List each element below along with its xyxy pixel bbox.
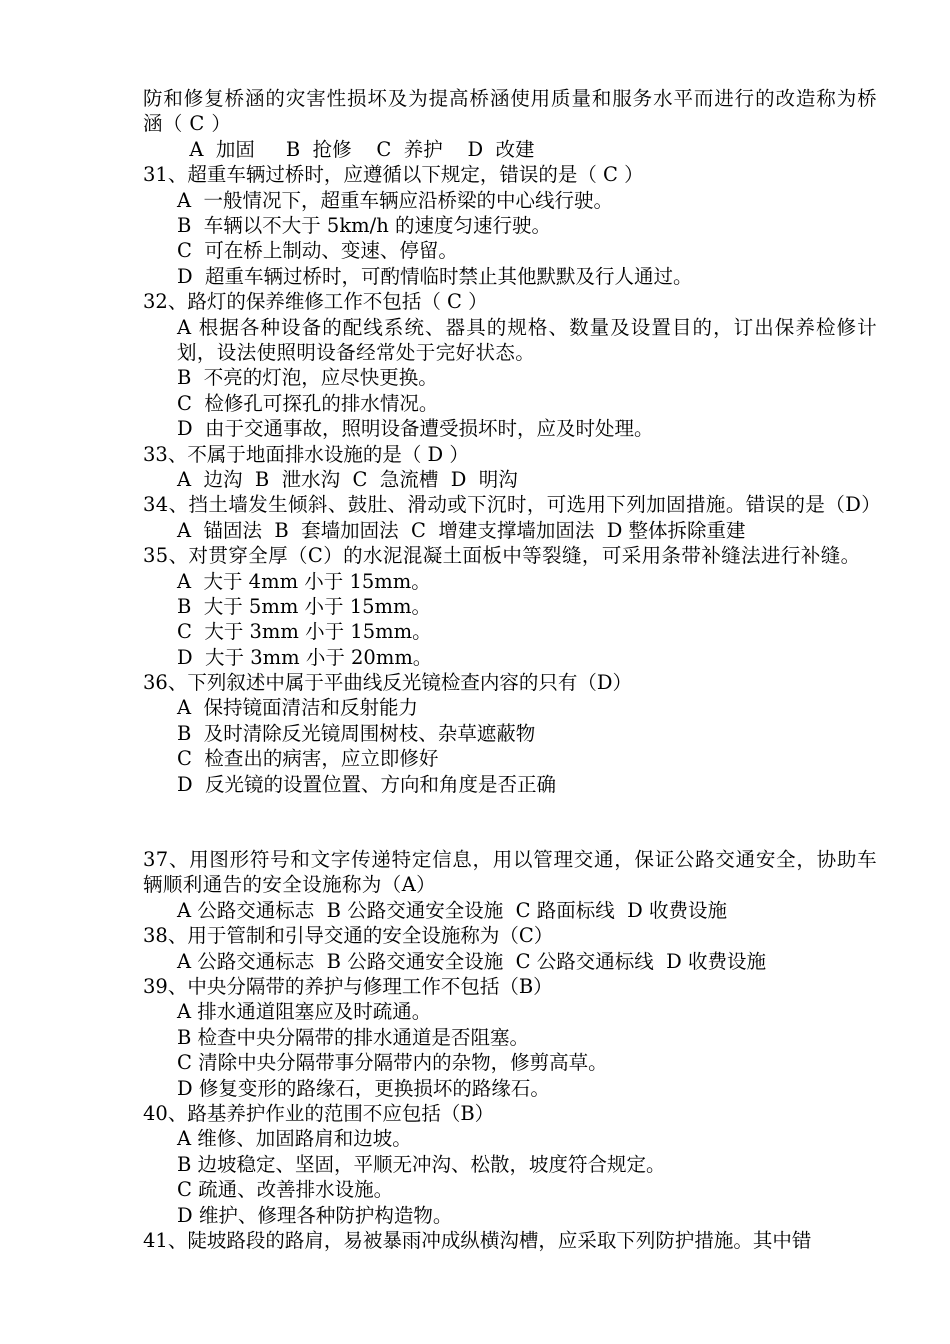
question-text: 33、不属于地面排水设施的是（ D ）: [143, 442, 469, 466]
answer-option: B 及时清除反光镜周围树枝、杂草遮蔽物: [177, 721, 536, 745]
answer-option: D 由于交通事故，照明设备遭受损坏时，应及时处理。: [177, 417, 654, 441]
answer-option: A 锚固法 B 套墙加固法 C 增建支撑墙加固法 D 整体拆除重建: [177, 518, 746, 542]
answer-option: B 车辆以不大于 5km/h 的速度匀速行驶。: [177, 213, 551, 237]
question-text: 36、下列叙述中属于平曲线反光镜检查内容的只有（D）: [143, 671, 632, 695]
answer-option: A 排水通道阻塞应及时疏通。: [177, 1000, 432, 1024]
document-body: [143, 86, 882, 1253]
question-text: 32、路灯的保养维修工作不包括（ C ）: [143, 290, 488, 314]
answer-option: A 保持镜面清洁和反射能力: [177, 696, 418, 720]
answer-option: D 反光镜的设置位置、方向和角度是否正确: [177, 772, 557, 796]
question-text: 34、挡土墙发生倾斜、鼓肚、滑动或下沉时，可选用下列加固措施。错误的是（D）: [143, 493, 882, 517]
question-text: 41、陡坡路段的路肩，易被暴雨冲成纵横沟槽，应采取下列防护措施。其中错: [143, 1228, 812, 1252]
answer-option: B 边坡稳定、坚固，平顺无冲沟、松散，坡度符合规定。: [177, 1152, 666, 1176]
answer-option: A 一般情况下，超重车辆应沿桥梁的中心线行驶。: [177, 188, 613, 212]
answer-option: C 检修孔可探孔的排水情况。: [177, 391, 439, 415]
answer-option: A 加固 B 抢修 C 养护 D 改建: [177, 137, 535, 161]
answer-option: D 维护、修理各种防护构造物。: [177, 1203, 453, 1227]
blank-spacer: [143, 797, 877, 847]
answer-option: D 修复变形的路缘石，更换损坏的路缘石。: [177, 1076, 550, 1100]
question-text: 38、用于管制和引导交通的安全设施称为（C）: [143, 924, 554, 948]
answer-option: A 公路交通标志 B 公路交通安全设施 C 路面标线 D 收费设施: [177, 898, 727, 922]
answer-option: A 根据各种设备的配线系统、器具的规格、数量及设置目的，订出保养检修计划，设法使照明设备经常处于完好状态。: [177, 315, 877, 364]
answer-option: C 大于 3mm 小于 15mm。: [177, 620, 432, 644]
answer-option: B 检查中央分隔带的排水通道是否阻塞。: [177, 1025, 530, 1049]
question-text: 35、对贯穿全厚（C）的水泥混凝土面板中等裂缝，可采用条带补缝法进行补缝。: [143, 544, 861, 568]
answer-option: D 超重车辆过桥时，可酌情临时禁止其他默默及行人通过。: [177, 264, 693, 288]
answer-option: C 疏通、改善排水设施。: [177, 1178, 394, 1202]
answer-option: A 边沟 B 泄水沟 C 急流槽 D 明沟: [177, 467, 518, 491]
answer-option: B 不亮的灯泡，应尽快更换。: [177, 366, 438, 390]
question-text: 40、路基养护作业的范围不应包括（B）: [143, 1101, 495, 1125]
answer-option: C 检查出的病害，应立即修好: [177, 747, 439, 771]
answer-option: A 维修、加固路肩和边坡。: [177, 1127, 412, 1151]
answer-option: C 清除中央分隔带事分隔带内的杂物，修剪高草。: [177, 1051, 608, 1075]
question-text: 37、用图形符号和文字传递特定信息，用以管理交通，保证公路交通安全，协助车辆顺利通告的安全设施称为（A）: [143, 848, 877, 897]
answer-option: D 大于 3mm 小于 20mm。: [177, 645, 433, 669]
question-text: 31、超重车辆过桥时，应遵循以下规定，错误的是（ C ）: [143, 163, 644, 187]
answer-option: C 可在桥上制动、变速、停留。: [177, 239, 458, 263]
answer-option: B 大于 5mm 小于 15mm。: [177, 594, 432, 618]
answer-option: A 大于 4mm 小于 15mm。: [177, 569, 431, 593]
question-text: 39、中央分隔带的养护与修理工作不包括（B）: [143, 975, 553, 999]
answer-option: A 公路交通标志 B 公路交通安全设施 C 公路交通标线 D 收费设施: [177, 949, 766, 973]
question-text: 防和修复桥涵的灾害性损坏及为提高桥涵使用质量和服务水平而进行的改造称为桥涵（ C ）: [143, 87, 877, 136]
